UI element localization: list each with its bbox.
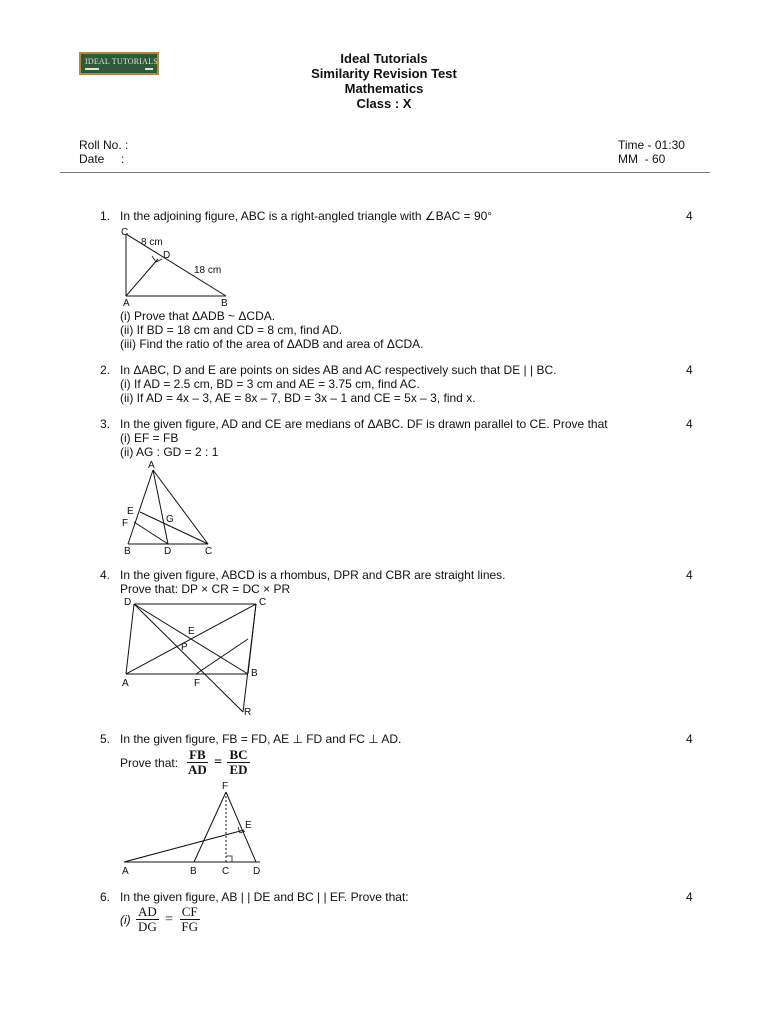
figure-label: E — [245, 820, 252, 831]
question-marks: 4 — [686, 209, 693, 223]
question-number: 4. — [99, 568, 110, 582]
figure-label: G — [166, 514, 174, 525]
figure-label: C — [205, 546, 213, 556]
numerator: AD — [138, 904, 157, 919]
figure-label: C — [121, 227, 129, 238]
figure-label: B — [124, 546, 131, 556]
figure-label: A — [122, 866, 129, 876]
figure-label: D — [253, 866, 261, 876]
question-text: In the given figure, FB = FD, AE ⊥ FD and FC ⊥ AD. — [120, 732, 402, 746]
figure-label: 8 cm — [141, 237, 163, 248]
figure-label: E — [127, 506, 134, 517]
numerator: BC — [229, 747, 248, 762]
question-subpart: (i) — [120, 913, 131, 927]
figure-q5 — [118, 780, 268, 876]
proof-equation — [136, 905, 200, 934]
class-title: Class : X — [356, 96, 412, 111]
figure-label: D — [164, 546, 172, 556]
figure-label: E — [188, 626, 195, 637]
date-label: Date : — [79, 152, 125, 166]
figure-q1 — [118, 226, 238, 310]
question-marks: 4 — [686, 890, 693, 904]
figure-label: A — [123, 298, 130, 309]
time-label: Time - 01:30 — [618, 138, 685, 152]
fraction — [136, 905, 159, 934]
denominator: ED — [229, 762, 248, 777]
figure-label: P — [181, 642, 188, 653]
question-marks: 4 — [686, 732, 693, 746]
logo-text: IDEAL TUTORIALS — [85, 57, 158, 66]
figure-q3 — [118, 458, 218, 556]
question-subpart: (i) Prove that ΔADB ~ ΔCDA. — [120, 309, 276, 323]
question-marks: 4 — [686, 568, 693, 582]
subject-title: Mathematics — [344, 81, 424, 96]
roll-no-label: Roll No. : — [79, 138, 129, 152]
question-number: 2. — [99, 363, 110, 377]
denominator: DG — [138, 919, 157, 934]
max-marks-label: MM - 60 — [618, 152, 666, 166]
question-subpart: (ii) AG : GD = 2 : 1 — [120, 445, 219, 459]
figure-label: D — [163, 250, 171, 261]
question-subpart: (i) If AD = 2.5 cm, BD = 3 cm and AE = 3.75 cm, find AC. — [120, 377, 420, 391]
question-subpart: Prove that: — [120, 756, 179, 770]
numerator: CF — [181, 904, 198, 919]
fraction — [179, 905, 200, 934]
test-title: Similarity Revision Test — [311, 66, 457, 81]
figure-label: D — [124, 597, 132, 608]
figure-label: A — [122, 678, 129, 689]
question-number: 3. — [99, 417, 110, 431]
proof-equation — [186, 748, 250, 777]
question-subpart: (ii) If BD = 18 cm and CD = 8 cm, find AD. — [120, 323, 343, 337]
figure-label: C — [222, 866, 230, 876]
figure-label: F — [222, 781, 229, 792]
question-marks: 4 — [686, 363, 693, 377]
question-subpart: (i) EF = FB — [120, 431, 179, 445]
question-text: In the given figure, AD and CE are medians of ΔABC. DF is drawn parallel to CE. Prove that — [120, 417, 608, 431]
denominator: AD — [188, 762, 207, 777]
question-number: 5. — [99, 732, 110, 746]
fraction — [186, 748, 209, 777]
question-text: In the given figure, ABCD is a rhombus, DPR and CBR are straight lines. — [120, 568, 506, 582]
figure-label: F — [194, 678, 201, 689]
denominator: FG — [181, 919, 198, 934]
question-text: In the given figure, AB | | DE and BC | | EF. Prove that: — [120, 890, 409, 904]
figure-label: B — [221, 298, 228, 309]
figure-label: F — [122, 518, 129, 529]
question-subpart: Prove that: DP × CR = DC × PR — [120, 582, 291, 596]
figure-label: B — [251, 668, 258, 679]
figure-label: B — [190, 866, 197, 876]
figure-label: 18 cm — [194, 265, 222, 276]
question-text: In ΔABC, D and E are points on sides AB and AC respectively such that DE | | BC. — [120, 363, 557, 377]
question-text: In the adjoining figure, ABC is a right-angled triangle with ∠BAC = 90° — [120, 209, 493, 223]
question-subpart: (ii) If AD = 4x – 3, AE = 8x – 7, BD = 3x – 1 and CE = 5x – 3, find x. — [120, 391, 476, 405]
numerator: FB — [189, 747, 206, 762]
question-marks: 4 — [686, 417, 693, 431]
header-divider — [60, 172, 710, 173]
figure-label: A — [148, 460, 155, 471]
fraction — [227, 748, 249, 777]
equals-sign: = — [214, 754, 223, 770]
figure-q4 — [118, 594, 268, 718]
equals-sign: = — [165, 911, 174, 927]
question-subpart: (iii) Find the ratio of the area of ΔADB and area of ΔCDA. — [120, 337, 424, 351]
institute-title: Ideal Tutorials — [340, 51, 428, 66]
figure-label: C — [259, 597, 267, 608]
question-number: 1. — [99, 209, 110, 223]
question-number: 6. — [99, 890, 110, 904]
figure-label: R — [244, 707, 252, 718]
